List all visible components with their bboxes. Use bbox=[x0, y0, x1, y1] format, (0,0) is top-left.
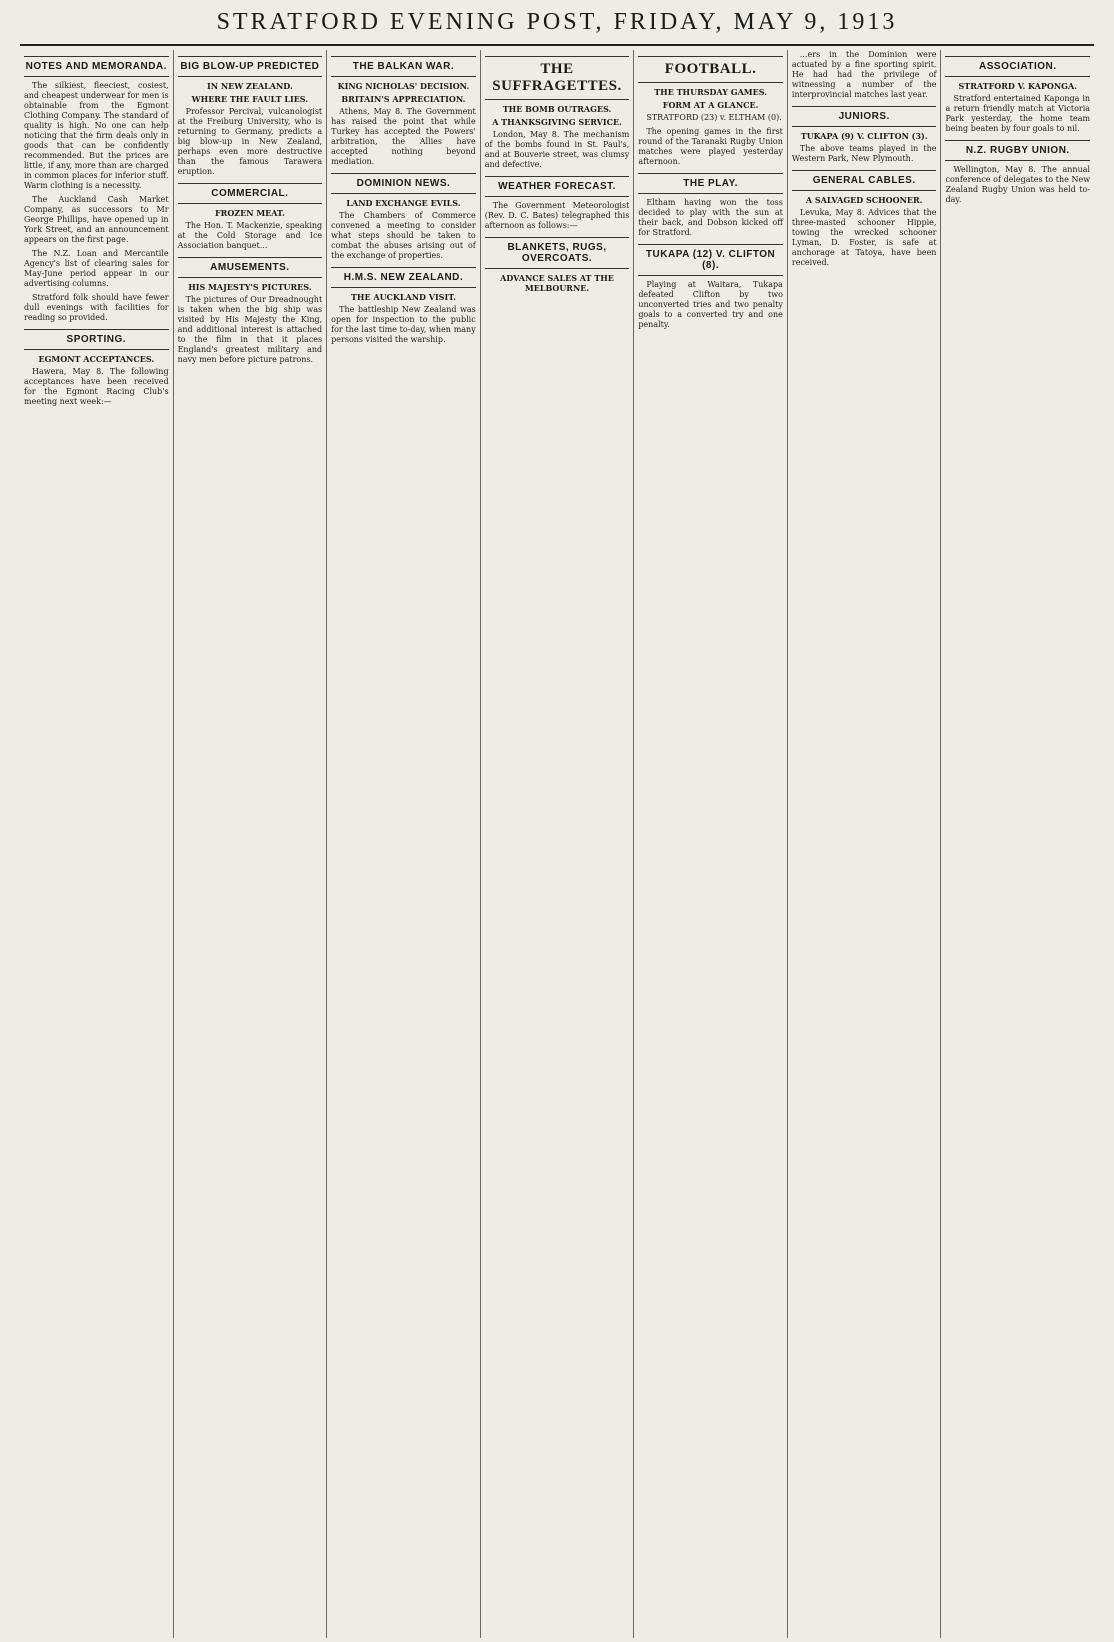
body-paragraph: Stratford folk should have fewer dull evenings with facilities for reading so provided. bbox=[24, 293, 169, 322]
body-paragraph: Wellington, May 8. The annual conference of delegates to the New Zealand Rugby Union was held to-day. bbox=[945, 165, 1091, 204]
headline: NOTES AND MEMORANDA. bbox=[24, 56, 169, 77]
column-1 bbox=[20, 50, 174, 1638]
subheading: IN NEW ZEALAND. bbox=[206, 81, 293, 91]
subheading: HIS MAJESTY'S PICTURES. bbox=[188, 282, 312, 292]
body-paragraph: Hawera, May 8. The following acceptances have been received for the Egmont Racing Club's meeting next week:— bbox=[24, 367, 169, 406]
section-heading: AMUSEMENTS. bbox=[178, 257, 323, 278]
body-paragraph: Eltham having won the toss decided to play with the sun at their back, and Dobson kicked off for Stratford. bbox=[638, 198, 783, 237]
body-paragraph: The N.Z. Loan and Mercantile Agency's list of clearing sales for May-June period appear in our advertising columns. bbox=[24, 249, 169, 288]
column-2 bbox=[174, 50, 328, 1638]
subheading: A THANKSGIVING SERVICE. bbox=[492, 117, 622, 127]
section-heading: N.Z. RUGBY UNION. bbox=[945, 140, 1090, 161]
section-heading: TUKAPA (12) V. CLIFTON (8). bbox=[638, 244, 783, 276]
subheading: ADVANCE SALES AT THE MELBOURNE. bbox=[500, 273, 614, 293]
subheading: A SALVAGED SCHOONER. bbox=[805, 195, 923, 205]
body-paragraph: The opening games in the first round of the Taranaki Rugby Union matches were played yesterday afternoon. bbox=[638, 127, 783, 166]
body-paragraph: Stratford entertained Kaponga in a return friendly match at Victoria Park yesterday, the home team being beaten by four goals to nil. bbox=[945, 94, 1091, 133]
body-paragraph: The Auckland Cash Market Company, as successors to Mr George Phillips, have opened up in York Street, and an announcement appears on the first page. bbox=[24, 195, 169, 244]
subheading: FROZEN MEAT. bbox=[214, 208, 285, 218]
column-6 bbox=[788, 50, 942, 1638]
headline: BIG BLOW-UP PREDICTED bbox=[178, 56, 323, 77]
column-7 bbox=[941, 50, 1094, 1638]
section-heading: THE PLAY. bbox=[638, 173, 783, 194]
subheading: KING NICHOLAS' DECISION. bbox=[337, 81, 470, 91]
subheading: THE BOMB OUTRAGES. bbox=[502, 104, 612, 114]
subheading: STRATFORD V. KAPONGA. bbox=[958, 81, 1077, 91]
section-heading: ASSOCIATION. bbox=[945, 56, 1090, 77]
subheading: FORM AT A GLANCE. bbox=[662, 100, 759, 110]
headline: FOOTBALL. bbox=[638, 56, 783, 83]
section-heading: H.M.S. NEW ZEALAND. bbox=[331, 267, 476, 288]
section-heading: COMMERCIAL. bbox=[178, 183, 323, 204]
columns bbox=[20, 50, 1094, 1638]
body-paragraph: Athens, May 8. The Government has raised the point that while Turkey has accepted the Powers' arbitration, the Allies have accepted nothing beyond mediation. bbox=[331, 107, 476, 166]
body-paragraph: The battleship New Zealand was open for inspection to the public for the last time to-day, when many persons visited the warship. bbox=[331, 305, 476, 344]
body-paragraph: ...ers in the Dominion were actuated by a fine sporting spirit. He had had the privilege of witnessing a number of the interprovincial matches last year. bbox=[791, 50, 937, 99]
headline: THE SUFFRAGETTES. bbox=[485, 56, 630, 100]
section-heading: SPORTING. bbox=[24, 329, 169, 350]
section-heading: GENERAL CABLES. bbox=[792, 170, 937, 191]
section-heading: WEATHER FORECAST. bbox=[485, 176, 630, 197]
subheading: LAND EXCHANGE EVILS. bbox=[346, 198, 461, 208]
body-paragraph: Professor Percival, vulcanologist at the Freiburg University, who is returning to Germany, predicts a big blow-up in New Zealand, perhaps even more destructive than the famous Tarawera eruption. bbox=[177, 107, 323, 176]
body-paragraph: STRATFORD (23) v. ELTHAM (0). bbox=[646, 113, 782, 122]
subheading: EGMONT ACCEPTANCES. bbox=[38, 354, 155, 364]
column-5 bbox=[634, 50, 788, 1638]
subheading: WHERE THE FAULT LIES. bbox=[191, 94, 309, 104]
body-paragraph: The Chambers of Commerce convened a meeting to consider what steps should be taken to combat the abuses arising out of the exchange of properties. bbox=[331, 211, 476, 260]
body-paragraph: The above teams played in the Western Park, New Plymouth. bbox=[791, 144, 937, 163]
section-heading: JUNIORS. bbox=[792, 106, 937, 127]
body-paragraph: The pictures of Our Dreadnought is taken when the big ship was visited by His Majesty the King, and additional interest is attached to the film in that it places England's greatest military and navy men before picture patrons. bbox=[177, 295, 323, 364]
body-paragraph: Playing at Waitara, Tukapa defeated Clifton by two unconverted tries and two penalty goals to a converted try and one penalty. bbox=[638, 280, 783, 329]
subheading: TUKAPA (9) V. CLIFTON (3). bbox=[800, 131, 928, 141]
body-paragraph: The Hon. T. Mackenzie, speaking at the Cold Storage and Ice Association banquet... bbox=[177, 221, 323, 250]
body-paragraph: London, May 8. The mechanism of the bombs found in St. Paul's, and at Bouverie street, was clumsy and defective. bbox=[484, 130, 630, 169]
masthead: STRATFORD EVENING POST, FRIDAY, MAY 9, 1913 bbox=[216, 9, 898, 35]
masthead-rule bbox=[20, 44, 1094, 46]
subheading: THE AUCKLAND VISIT. bbox=[350, 292, 456, 302]
body-paragraph: The Government Meteorologist (Rev. D. C. Bates) telegraphed this afternoon as follows:— bbox=[484, 201, 630, 230]
column-3 bbox=[327, 50, 481, 1638]
column-4 bbox=[481, 50, 635, 1638]
section-heading: DOMINION NEWS. bbox=[331, 173, 476, 194]
headline: THE BALKAN WAR. bbox=[331, 56, 476, 77]
body-paragraph: Levuka, May 8. Advices that the three-masted schooner Hippie, towing the wrecked schooner Lyman, D. Foster, is safe at anchorage at Tatoya, have been received. bbox=[791, 208, 937, 267]
body-paragraph: The silkiest, fleeciest, cosiest, and cheapest underwear for men is obtainable from the Egmont Clothing Company. The standard of quality is high. No one can help noticing that the firm deals only in goods that can be confidently recommended. But the prices are little, if any, more than are charged in common places for inferior stuff. Warm clothing is a necessity. bbox=[24, 81, 169, 190]
subheading: THE THURSDAY GAMES. bbox=[654, 87, 768, 97]
subheading: BRITAIN'S APPRECIATION. bbox=[341, 94, 466, 104]
section-heading: BLANKETS, RUGS, OVERCOATS. bbox=[485, 237, 630, 269]
